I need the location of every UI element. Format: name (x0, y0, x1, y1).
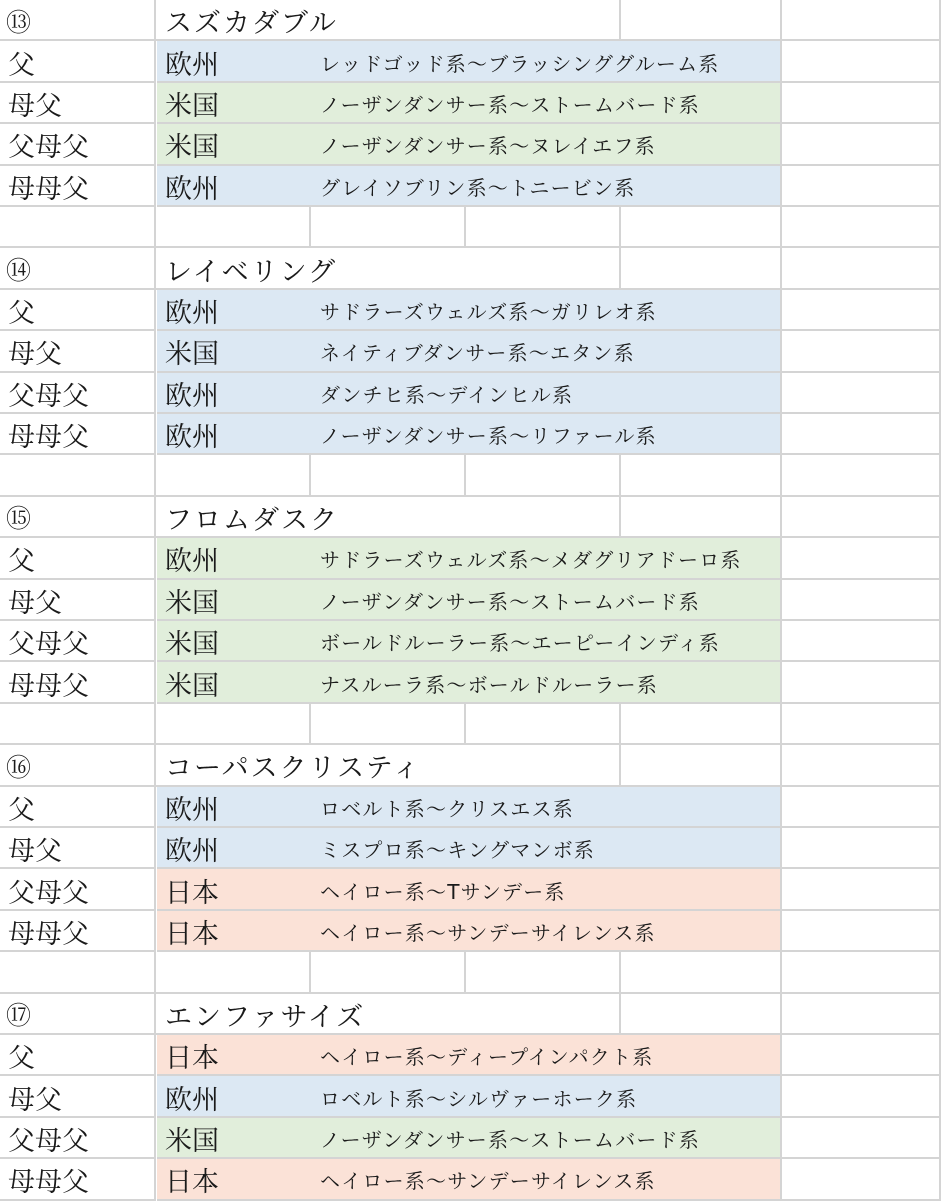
horse-name: エンファサイズ (165, 1001, 366, 1033)
section-number: ⑭ (6, 256, 32, 286)
grid-cell[interactable] (466, 704, 621, 745)
region-label: 欧州 (165, 836, 219, 868)
grid-cell[interactable] (466, 207, 621, 248)
section-number: ⑰ (6, 1001, 32, 1031)
grid-cell[interactable] (782, 497, 941, 538)
grid-cell[interactable] (466, 248, 621, 289)
region-label: 欧州 (165, 1084, 219, 1116)
grid-cell[interactable] (782, 538, 941, 579)
region-label: 米国 (165, 90, 219, 122)
section-title-row (0, 497, 941, 538)
grid-cell[interactable] (782, 621, 941, 662)
pedigree-row (0, 911, 941, 952)
blank-row (0, 207, 941, 248)
lineage-text: ノーザンダンサー系〜ストームバード系 (320, 92, 700, 117)
pedigree-row (0, 1118, 941, 1159)
lineage-text: ロベルト系〜クリスエス系 (320, 796, 574, 821)
region-label: 欧州 (165, 173, 219, 205)
pedigree-row (0, 331, 941, 372)
lineage-text: サドラーズウェルズ系〜ガリレオ系 (320, 299, 657, 324)
grid-cell[interactable] (466, 0, 621, 41)
section-number: ⑮ (6, 504, 32, 534)
pedigree-row (0, 787, 941, 828)
horse-name: レイベリング (165, 256, 338, 288)
lineage-text: ノーザンダンサー系〜ストームバード系 (320, 589, 700, 614)
lineage-text: グレイソブリン系〜トニービン系 (320, 175, 636, 200)
relation-label: 母父 (8, 1084, 62, 1116)
grid-cell[interactable] (782, 455, 941, 496)
relation-label: 父 (8, 297, 35, 329)
lineage-text: ネイティブダンサー系〜エタン系 (320, 341, 635, 366)
region-label: 欧州 (165, 297, 219, 329)
horse-name: コーパスクリスティ (165, 753, 422, 785)
grid-cell[interactable] (782, 83, 941, 124)
blank-row (0, 952, 941, 993)
region-label: 欧州 (165, 794, 219, 826)
grid-cell[interactable] (782, 41, 941, 82)
pedigree-row (0, 662, 941, 703)
grid-cell[interactable] (311, 207, 466, 248)
grid-cell[interactable] (782, 952, 941, 993)
grid-cell[interactable] (156, 455, 311, 496)
pedigree-row (0, 869, 941, 910)
grid-cell[interactable] (621, 745, 782, 786)
lineage-text: ヘイロー系〜Tサンデー系 (320, 879, 566, 904)
grid-cell[interactable] (156, 952, 311, 993)
grid-cell[interactable] (156, 207, 311, 248)
section-title-row (0, 248, 941, 289)
lineage-text: ヘイロー系〜サンデーサイレンス系 (320, 1169, 656, 1194)
lineage-text: サドラーズウェルズ系〜メダグリアドーロ系 (320, 548, 742, 573)
grid-cell[interactable] (782, 1076, 941, 1117)
horse-name: スズカダブル (165, 8, 338, 40)
grid-cell[interactable] (466, 952, 621, 993)
grid-cell[interactable] (311, 455, 466, 496)
grid-cell[interactable] (782, 869, 941, 910)
pedigree-row (0, 1159, 941, 1200)
region-label: 欧州 (165, 380, 219, 412)
grid-cell[interactable] (0, 207, 156, 248)
lineage-text: ノーザンダンサー系〜ストームバード系 (320, 1127, 700, 1152)
grid-cell[interactable] (782, 166, 941, 207)
relation-label: 母父 (8, 587, 62, 619)
grid-cell[interactable] (782, 828, 941, 869)
region-label: 日本 (165, 1043, 219, 1075)
grid-cell[interactable] (782, 580, 941, 621)
section-title-row (0, 994, 941, 1035)
grid-cell[interactable] (0, 952, 156, 993)
lineage-text: ミスプロ系〜キングマンボ系 (320, 838, 595, 863)
relation-label: 父母父 (8, 132, 89, 164)
grid-cell[interactable] (782, 662, 941, 703)
pedigree-row (0, 1076, 941, 1117)
grid-cell[interactable] (466, 745, 621, 786)
grid-cell[interactable] (782, 911, 941, 952)
region-label: 欧州 (165, 49, 219, 81)
relation-label: 母母父 (8, 1167, 89, 1199)
region-label: 欧州 (165, 546, 219, 578)
grid-cell[interactable] (782, 0, 941, 41)
pedigree-row (0, 373, 941, 414)
section-number: ⑬ (6, 7, 32, 37)
grid-cell[interactable] (782, 207, 941, 248)
grid-cell[interactable] (466, 497, 621, 538)
region-label: 日本 (165, 877, 219, 909)
grid-cell[interactable] (621, 994, 782, 1035)
grid-cell[interactable] (782, 414, 941, 455)
relation-label: 母父 (8, 836, 62, 868)
grid-cell[interactable] (782, 1159, 941, 1200)
section-title-row (0, 745, 941, 786)
pedigree-row (0, 166, 941, 207)
grid-cell[interactable] (0, 455, 156, 496)
relation-label: 父 (8, 49, 35, 81)
grid-cell[interactable] (621, 455, 782, 496)
relation-label: 父 (8, 1043, 35, 1075)
grid-cell[interactable] (621, 497, 782, 538)
relation-label: 父 (8, 546, 35, 578)
grid-cell[interactable] (782, 1118, 941, 1159)
relation-label: 父 (8, 794, 35, 826)
blank-row (0, 455, 941, 496)
grid-cell[interactable] (782, 373, 941, 414)
blank-row (0, 704, 941, 745)
region-label: 日本 (165, 918, 219, 950)
grid-cell[interactable] (621, 207, 782, 248)
pedigree-row (0, 580, 941, 621)
grid-cell[interactable] (782, 745, 941, 786)
region-label: 米国 (165, 587, 219, 619)
lineage-text: ノーザンダンサー系〜ヌレイエフ系 (320, 134, 656, 159)
grid-cell[interactable] (782, 248, 941, 289)
grid-cell[interactable] (621, 704, 782, 745)
pedigree-row (0, 621, 941, 662)
pedigree-row (0, 828, 941, 869)
pedigree-row (0, 124, 941, 165)
relation-label: 父母父 (8, 629, 89, 661)
pedigree-row (0, 538, 941, 579)
lineage-text: ダンチヒ系〜デインヒル系 (320, 382, 574, 407)
relation-label: 父母父 (8, 380, 89, 412)
lineage-text: ノーザンダンサー系〜リファール系 (320, 424, 657, 449)
grid-cell[interactable] (621, 248, 782, 289)
lineage-text: ナスルーラ系〜ボールドルーラー系 (320, 672, 658, 697)
pedigree-row (0, 1035, 941, 1076)
lineage-text: ボールドルーラー系〜エーピーインディ系 (320, 631, 720, 656)
grid-cell[interactable] (782, 787, 941, 828)
relation-label: 母父 (8, 339, 62, 371)
grid-cell[interactable] (0, 704, 156, 745)
grid-cell[interactable] (782, 331, 941, 372)
pedigree-row (0, 414, 941, 455)
relation-label: 母父 (8, 90, 62, 122)
grid-cell[interactable] (621, 0, 782, 41)
relation-label: 母母父 (8, 422, 89, 454)
grid-cell[interactable] (621, 952, 782, 993)
lineage-text: レッドゴッド系〜ブラッシンググルーム系 (320, 51, 720, 76)
region-label: 米国 (165, 670, 219, 702)
lineage-text: ヘイロー系〜サンデーサイレンス系 (320, 920, 656, 945)
relation-label: 母母父 (8, 670, 89, 702)
section-title-row (0, 0, 941, 41)
grid-cell[interactable] (782, 704, 941, 745)
region-label: 日本 (165, 1167, 219, 1199)
section-number: ⑯ (6, 752, 32, 782)
pedigree-row (0, 41, 941, 82)
region-label: 米国 (165, 629, 219, 661)
grid-cell[interactable] (782, 994, 941, 1035)
grid-cell[interactable] (782, 1035, 941, 1076)
horse-name: フロムダスク (165, 504, 339, 536)
pedigree-row (0, 290, 941, 331)
grid-cell[interactable] (466, 455, 621, 496)
grid-cell[interactable] (311, 704, 466, 745)
region-label: 米国 (165, 1125, 219, 1157)
grid-cell[interactable] (156, 704, 311, 745)
grid-cell[interactable] (782, 124, 941, 165)
lineage-text: ヘイロー系〜ディープインパクト系 (320, 1045, 654, 1070)
pedigree-row (0, 83, 941, 124)
region-label: 欧州 (165, 422, 219, 454)
relation-label: 母母父 (8, 918, 89, 950)
region-label: 米国 (165, 132, 219, 164)
lineage-text: ロベルト系〜シルヴァーホーク系 (320, 1086, 638, 1111)
relation-label: 父母父 (8, 877, 89, 909)
grid-cell[interactable] (311, 952, 466, 993)
grid-cell[interactable] (466, 994, 621, 1035)
relation-label: 父母父 (8, 1125, 89, 1157)
relation-label: 母母父 (8, 173, 89, 205)
grid-cell[interactable] (782, 290, 941, 331)
region-label: 米国 (165, 339, 219, 371)
